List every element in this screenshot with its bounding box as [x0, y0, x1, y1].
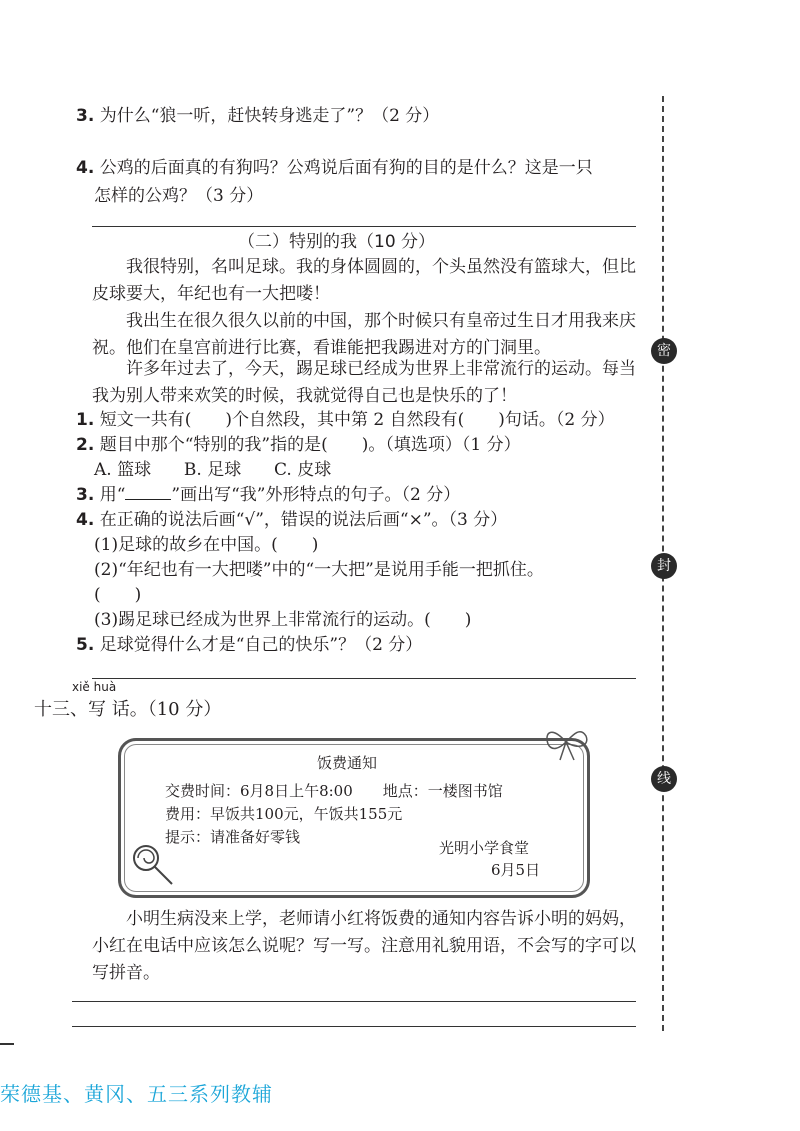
notice-tip: 提示：请准备好零钱: [165, 828, 301, 846]
seal-marker: 封: [651, 553, 677, 579]
option-a: A. 篮球: [94, 460, 152, 480]
passage-paragraph-1: 我很特别，名叫足球。我的身体圆圆的，个头虽然没有篮球大，但比皮球要大，年纪也有一大把喽！: [92, 257, 636, 304]
question-4-line2: 怎样的公鸡？（3 分）: [94, 186, 264, 206]
ribbon-bow-icon: [540, 722, 592, 762]
judge-item-2-bracket: ( ): [94, 585, 142, 605]
section-title: （二）特别的我（10 分）: [238, 232, 436, 252]
section2-question-1: 1. 短文一共有( )个自然段，其中第 2 自然段有( )句话。（2 分）: [76, 410, 615, 430]
option-b: B. 足球: [183, 460, 242, 480]
footer-brand: 荣德基、黄冈、五三系列教辅: [0, 1082, 273, 1106]
passage-paragraph-2: 我出生在很久很久以前的中国，那个时候只有皇帝过生日才用我来庆祝。他们在皇宫前进行比赛，看谁能把我踢进对方的门洞里。: [92, 311, 636, 358]
seal-marker: 线: [651, 766, 677, 792]
notice-time-place: 交费时间：6月8日上午8:00 地点：一楼图书馆: [165, 782, 503, 800]
edge-mark: [0, 1043, 14, 1045]
notice-fees: 费用：早饭共100元，午饭共155元: [165, 805, 403, 823]
section2-question-3: 3. 用“ ”画出写“我”外形特点的句子。（2 分）: [76, 485, 461, 505]
seal-marker: 密: [651, 338, 677, 364]
question-4: 4. 公鸡的后面真的有狗吗？公鸡说后面有狗的目的是什么？这是一只: [76, 158, 593, 178]
section2-question-5: 5. 足球觉得什么才是“自己的快乐”？（2 分）: [76, 635, 423, 655]
notice-date: 6月5日: [491, 861, 541, 879]
judge-item-3: (3)踢足球已经成为世界上非常流行的运动。( ): [94, 610, 472, 630]
judge-item-1: (1)足球的故乡在中国。( ): [94, 535, 319, 555]
answer-line: [92, 226, 636, 227]
underline-sample: [125, 485, 171, 500]
section2-question-2: 2. 题目中那个“特别的我”指的是( )。（填选项）（1 分）: [76, 435, 521, 455]
writing-prompt: 小明生病没来上学，老师请小红将饭费的通知内容告诉小明的妈妈，小红在电话中应该怎么说呢？写一写。注意用礼貌用语，不会写的字可以写拼音。: [92, 909, 636, 983]
section2-question-4: 4. 在正确的说法后画“√”，错误的说法后画“×”。（3 分）: [76, 510, 508, 530]
judge-item-2: (2)“年纪也有一大把喽”中的“一大把”是说用手能一把抓住。: [94, 560, 544, 580]
passage-paragraph-3: 许多年过去了，今天，踢足球已经成为世界上非常流行的运动。每当我为别人带来欢笑的时候，我就觉得自己也是快乐的了！: [92, 359, 636, 406]
lollipop-icon: [128, 840, 176, 888]
answer-line: [92, 678, 636, 679]
pinyin-annotation: xiě huà: [72, 680, 117, 694]
question-3: 3. 为什么“狼一听，赶快转身逃走了”？（2 分）: [76, 106, 440, 126]
notice-card: [118, 738, 590, 898]
writing-line: [72, 1001, 636, 1002]
choice-options: [94, 458, 331, 482]
writing-line: [72, 1026, 636, 1027]
section13-title: 十三、写 话。（10 分）: [34, 699, 222, 720]
notice-signature: 光明小学食堂: [439, 839, 530, 857]
option-c: C. 皮球: [274, 460, 332, 480]
notice-title: 饭费通知: [317, 754, 378, 772]
